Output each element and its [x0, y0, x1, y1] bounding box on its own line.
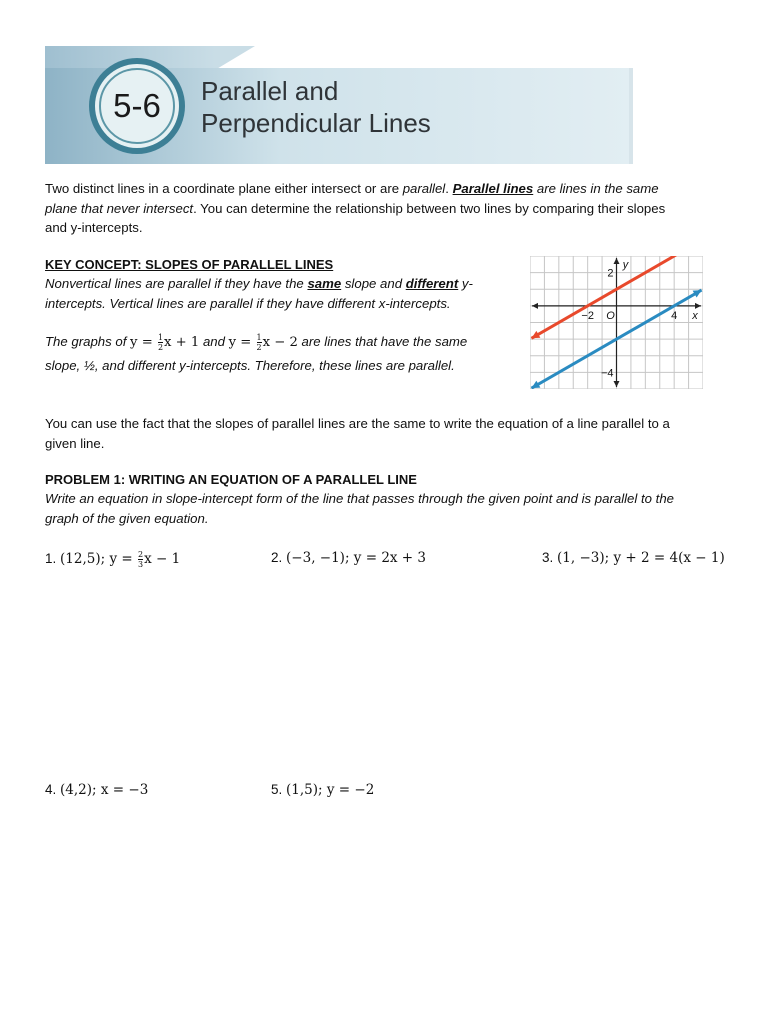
eq1-frac-den: 2	[157, 343, 164, 353]
lesson-banner	[45, 46, 633, 164]
problem1-instructions	[45, 489, 735, 528]
lesson-badge	[89, 58, 185, 154]
problem-item-1	[45, 550, 180, 569]
x-axis-label: x	[692, 309, 698, 322]
parallel-lines-graph	[530, 256, 703, 389]
problem-equation: y = 2x + 3	[353, 550, 427, 566]
eq2-frac-num: 1	[256, 333, 262, 343]
problem-equation: y = −2	[326, 782, 375, 798]
intro-parallel-term: parallel	[402, 181, 446, 196]
lesson-number: 5-6	[113, 87, 161, 124]
key-concept-line1	[45, 274, 505, 294]
key-concept-definition	[45, 274, 505, 313]
example-and: and	[199, 334, 229, 349]
problem-number: 2.	[271, 550, 283, 565]
problem-number: 1.	[45, 551, 57, 567]
eq1-lhs: y =	[130, 335, 157, 350]
problem1-heading: PROBLEM 1: WRITING AN EQUATION OF A PARALLEL LINE	[45, 472, 417, 487]
intro-line2	[45, 199, 725, 219]
problem-item-2	[271, 550, 426, 566]
problem-number: 4.	[45, 782, 57, 797]
eq1-rest: x + 1	[164, 335, 200, 350]
problem-item-3	[542, 550, 725, 566]
eq2-frac-den: 2	[256, 343, 262, 353]
kc-text-2: slope and	[341, 276, 406, 291]
key-concept-example	[45, 332, 515, 376]
y-axis-label: y	[622, 259, 629, 271]
example-line2: slope, ½, and different y-intercepts. Therefore, these lines are parallel.	[45, 358, 455, 373]
eq2-fraction	[257, 333, 262, 352]
problem-item-4	[45, 782, 148, 798]
example-text: The graphs of	[45, 334, 131, 349]
problem-equation: y + 2 = 4(x − 1)	[613, 550, 725, 566]
y-tick-label: 2	[607, 267, 614, 280]
badge-inner	[99, 68, 175, 144]
problem-point: (−3, −1);	[286, 550, 354, 566]
problem-point: (1,5);	[286, 782, 327, 798]
banner-edge	[629, 68, 633, 164]
problem-point: (4,2);	[60, 782, 101, 798]
problem-frac-den: 3	[138, 560, 144, 569]
kc-text: Nonvertical lines are parallel if they have the	[45, 276, 308, 291]
problem-frac-num: 2	[138, 550, 144, 559]
key-concept-heading: KEY CONCEPT: SLOPES OF PARALLEL LINES	[45, 257, 334, 272]
x-tick-label: −2	[581, 309, 594, 322]
intro-punct: .	[445, 181, 453, 196]
intro-line1	[45, 179, 725, 199]
key-concept-line2: intercepts. Vertical lines are parallel if they have different x-intercepts.	[45, 295, 451, 311]
problem-point: (1, −3);	[557, 550, 614, 566]
parallel-lines-term: Parallel lines	[452, 181, 534, 196]
intro-text-2: . You can determine the relationship between two lines by comparing their slopes	[193, 200, 666, 216]
kc-same-term: same	[307, 276, 342, 291]
intro-line3: and y-intercepts.	[45, 220, 143, 235]
use-fact-line1: You can use the fact that the slopes of parallel lines are the same to write the equation of a line parallel to a	[45, 416, 670, 431]
intro-text: Two distinct lines in a coordinate plane either intersect or are	[45, 181, 403, 196]
problem-eq-lhs: y =	[109, 551, 137, 568]
x-tick-label: 4	[671, 309, 678, 322]
eq1-fraction	[158, 333, 163, 352]
kc-different-term: different	[405, 276, 459, 291]
problem1-inst-line2: graph of the given equation.	[45, 510, 209, 526]
example-text-2: are lines that have the same	[297, 334, 468, 349]
problem-equation: x = −3	[100, 782, 149, 798]
lesson-title-line1: Parallel and	[201, 76, 339, 106]
lesson-title-line2: Perpendicular Lines	[201, 108, 431, 138]
problem-number: 3.	[542, 550, 554, 565]
problem-eq-rest: x − 1	[144, 551, 181, 568]
problem-eq-fraction	[138, 550, 143, 569]
eq2-rest: x − 2	[262, 335, 298, 350]
y-tick-label: −4	[600, 367, 614, 380]
intro-definition: are lines in the same	[533, 181, 659, 196]
intro-paragraph	[45, 179, 725, 238]
origin-label: O	[606, 309, 615, 322]
intro-definition-end: plane that never intersect	[45, 200, 194, 216]
eq2-lhs: y =	[228, 335, 256, 350]
problem-item-5	[271, 782, 374, 798]
use-fact-paragraph	[45, 414, 735, 453]
problem1-inst-line1: Write an equation in slope-intercept form of the line that passes through the given point and is parallel to the	[45, 491, 674, 506]
kc-text-3: y-	[458, 276, 473, 291]
problem-point: (12,5);	[60, 551, 110, 568]
use-fact-line2: given line.	[45, 435, 105, 451]
eq1-frac-num: 1	[157, 333, 164, 343]
problem-number: 5.	[271, 782, 283, 797]
example-line1	[45, 332, 515, 356]
